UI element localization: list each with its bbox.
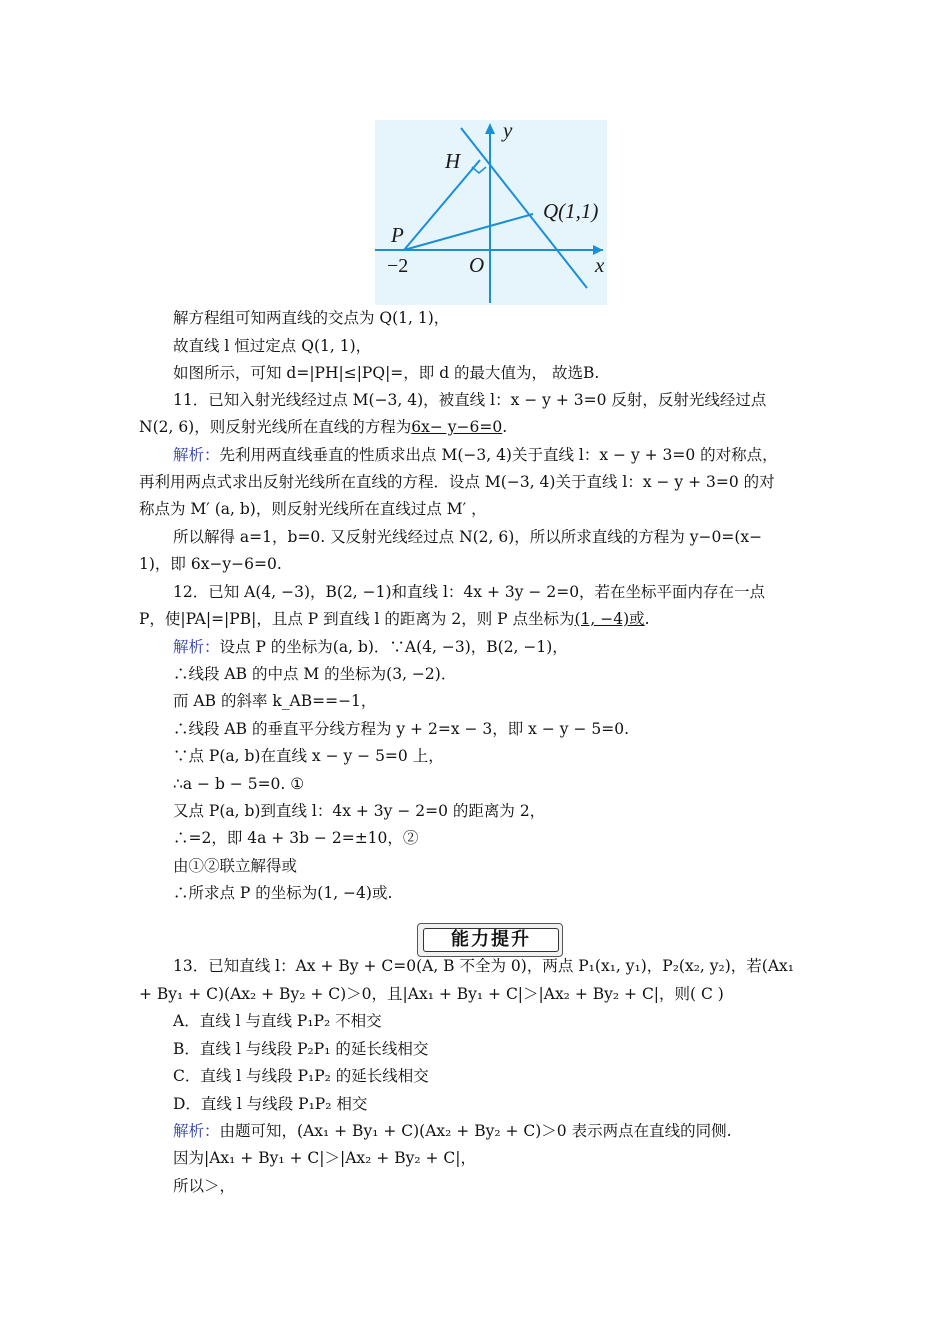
- segment-ph: [404, 160, 480, 250]
- text-line: 再利用两点式求出反射光线所在直线的方程．设点 M(−3, 4)关于直线 l：x − y + 3=0 的对: [139, 473, 775, 491]
- text-line: 而 AB 的斜率 k_AB==−1，: [173, 692, 377, 710]
- question-13: 13．已知直线 l：Ax + By + C=0(A, B 不全为 0)，两点 P₁(x₁, y₁)，P₂(x₂, y₂)，若(Ax₁: [173, 957, 794, 975]
- point-p-label: P: [391, 223, 404, 247]
- coordinate-figure: [375, 120, 607, 305]
- text-span: .: [644, 610, 650, 628]
- point-h-label: H: [445, 149, 461, 173]
- text-line: 又点 P(a, b)到直线 l：4x + 3y − 2=0 的距离为 2，: [173, 802, 546, 820]
- text-line: 如图所示，可知 d=|PH|≤|PQ|=，即 d 的最大值为， 故选B.: [173, 364, 600, 382]
- answer-blank: 6x− y−6=0: [411, 418, 503, 436]
- text-line: [139, 415, 507, 439]
- y-axis-arrow: [485, 123, 495, 134]
- text-line: 所以＞，: [173, 1177, 236, 1195]
- analysis-label: 解析：: [173, 1122, 220, 1140]
- question-11: 11．已知入射光线经过点 M(−3, 4)，被直线 l：x − y + 3=0 反射，反射光线经过点: [173, 391, 767, 409]
- x-axis-label: x: [595, 253, 605, 277]
- text-span: N(2, 6)，则反射光线所在直线的方程为: [139, 418, 412, 436]
- text-span: 设点 P 的坐标为(a, b)．∵A(4, −3)，B(2, −1)，: [219, 638, 568, 656]
- text-line: ∵点 P(a, b)在直线 x − y − 5=0 上，: [173, 747, 444, 765]
- text-line: 故直线 l 恒过定点 Q(1, 1)，: [173, 337, 372, 355]
- figure-diagram: [375, 120, 607, 305]
- text-span: 先利用两直线垂直的性质求出点 M(−3, 4)关于直线 l：x − y + 3=0 的对称点，: [219, 446, 778, 464]
- text-line: ∴=2，即 4a + 3b − 2=±10，②: [173, 829, 419, 847]
- text-line: 由①②联立解得或: [173, 857, 298, 875]
- text-line: ∴线段 AB 的中点 M 的坐标为(3, −2)．: [173, 665, 457, 683]
- option-a: A．直线 l 与直线 P₁P₂ 不相交: [173, 1012, 382, 1030]
- tick-minus-2-label: −2: [387, 255, 409, 277]
- question-12: 12．已知 A(4, −3)，B(2, −1)和直线 l：4x + 3y − 2=0，若在坐标平面内存在一点: [173, 583, 766, 601]
- text-span: P，使|PA|=|PB|，且点 P 到直线 l 的距离为 2，则 P 点坐标为: [139, 610, 575, 628]
- answer-blank: (1, −4)或: [574, 610, 645, 628]
- text-line: 所以解得 a=1，b=0. 又反射光线经过点 N(2, 6)，所以所求直线的方程为 y−0=(x−: [173, 528, 763, 546]
- section-banner: [417, 923, 563, 957]
- text-span: 由题可知，(Ax₁ + By₁ + C)(Ax₂ + By₂ + C)＞0 表示两点在直线的同侧.: [219, 1122, 732, 1140]
- text-line: ∴a − b − 5=0. ①: [173, 775, 305, 793]
- text-line: 因为|Ax₁ + By₁ + C|＞|Ax₂ + By₂ + C|，: [173, 1149, 476, 1167]
- banner-title: 能力提升: [423, 928, 559, 952]
- text-line: + By₁ + C)(Ax₂ + By₂ + C)＞0，且|Ax₁ + By₁ + C|＞|Ax₂ + By₂ + C|，则( C ): [139, 985, 724, 1003]
- y-axis-label: y: [503, 120, 513, 142]
- text-line: [139, 607, 650, 631]
- origin-label: O: [469, 253, 485, 277]
- segment-pq: [404, 214, 533, 250]
- text-line: [173, 443, 778, 467]
- text-line: [173, 635, 568, 659]
- option-c: C．直线 l 与线段 P₁P₂ 的延长线相交: [173, 1067, 429, 1085]
- text-span: .: [502, 418, 508, 436]
- analysis-label: 解析：: [173, 638, 220, 656]
- point-q-label: Q(1,1): [543, 199, 599, 223]
- text-line: 称点为 M′ (a, b)，则反射光线所在直线过点 M′ ，: [139, 500, 487, 518]
- banner-frame: [417, 923, 563, 957]
- text-line: ∴所求点 P 的坐标为(1, −4)或.: [173, 884, 393, 902]
- text-line: 1)，即 6x−y−6=0.: [139, 555, 282, 573]
- analysis-label: 解析：: [173, 446, 220, 464]
- text-line: ∴线段 AB 的垂直平分线方程为 y + 2=x − 3，即 x − y − 5=0.: [173, 720, 630, 738]
- option-d: D．直线 l 与线段 P₁P₂ 相交: [173, 1095, 368, 1113]
- text-line: 解方程组可知两直线的交点为 Q(1, 1)，: [173, 309, 450, 327]
- option-b: B．直线 l 与线段 P₂P₁ 的延长线相交: [173, 1040, 429, 1058]
- right-angle-mark: [472, 167, 486, 173]
- text-line: [173, 1119, 732, 1143]
